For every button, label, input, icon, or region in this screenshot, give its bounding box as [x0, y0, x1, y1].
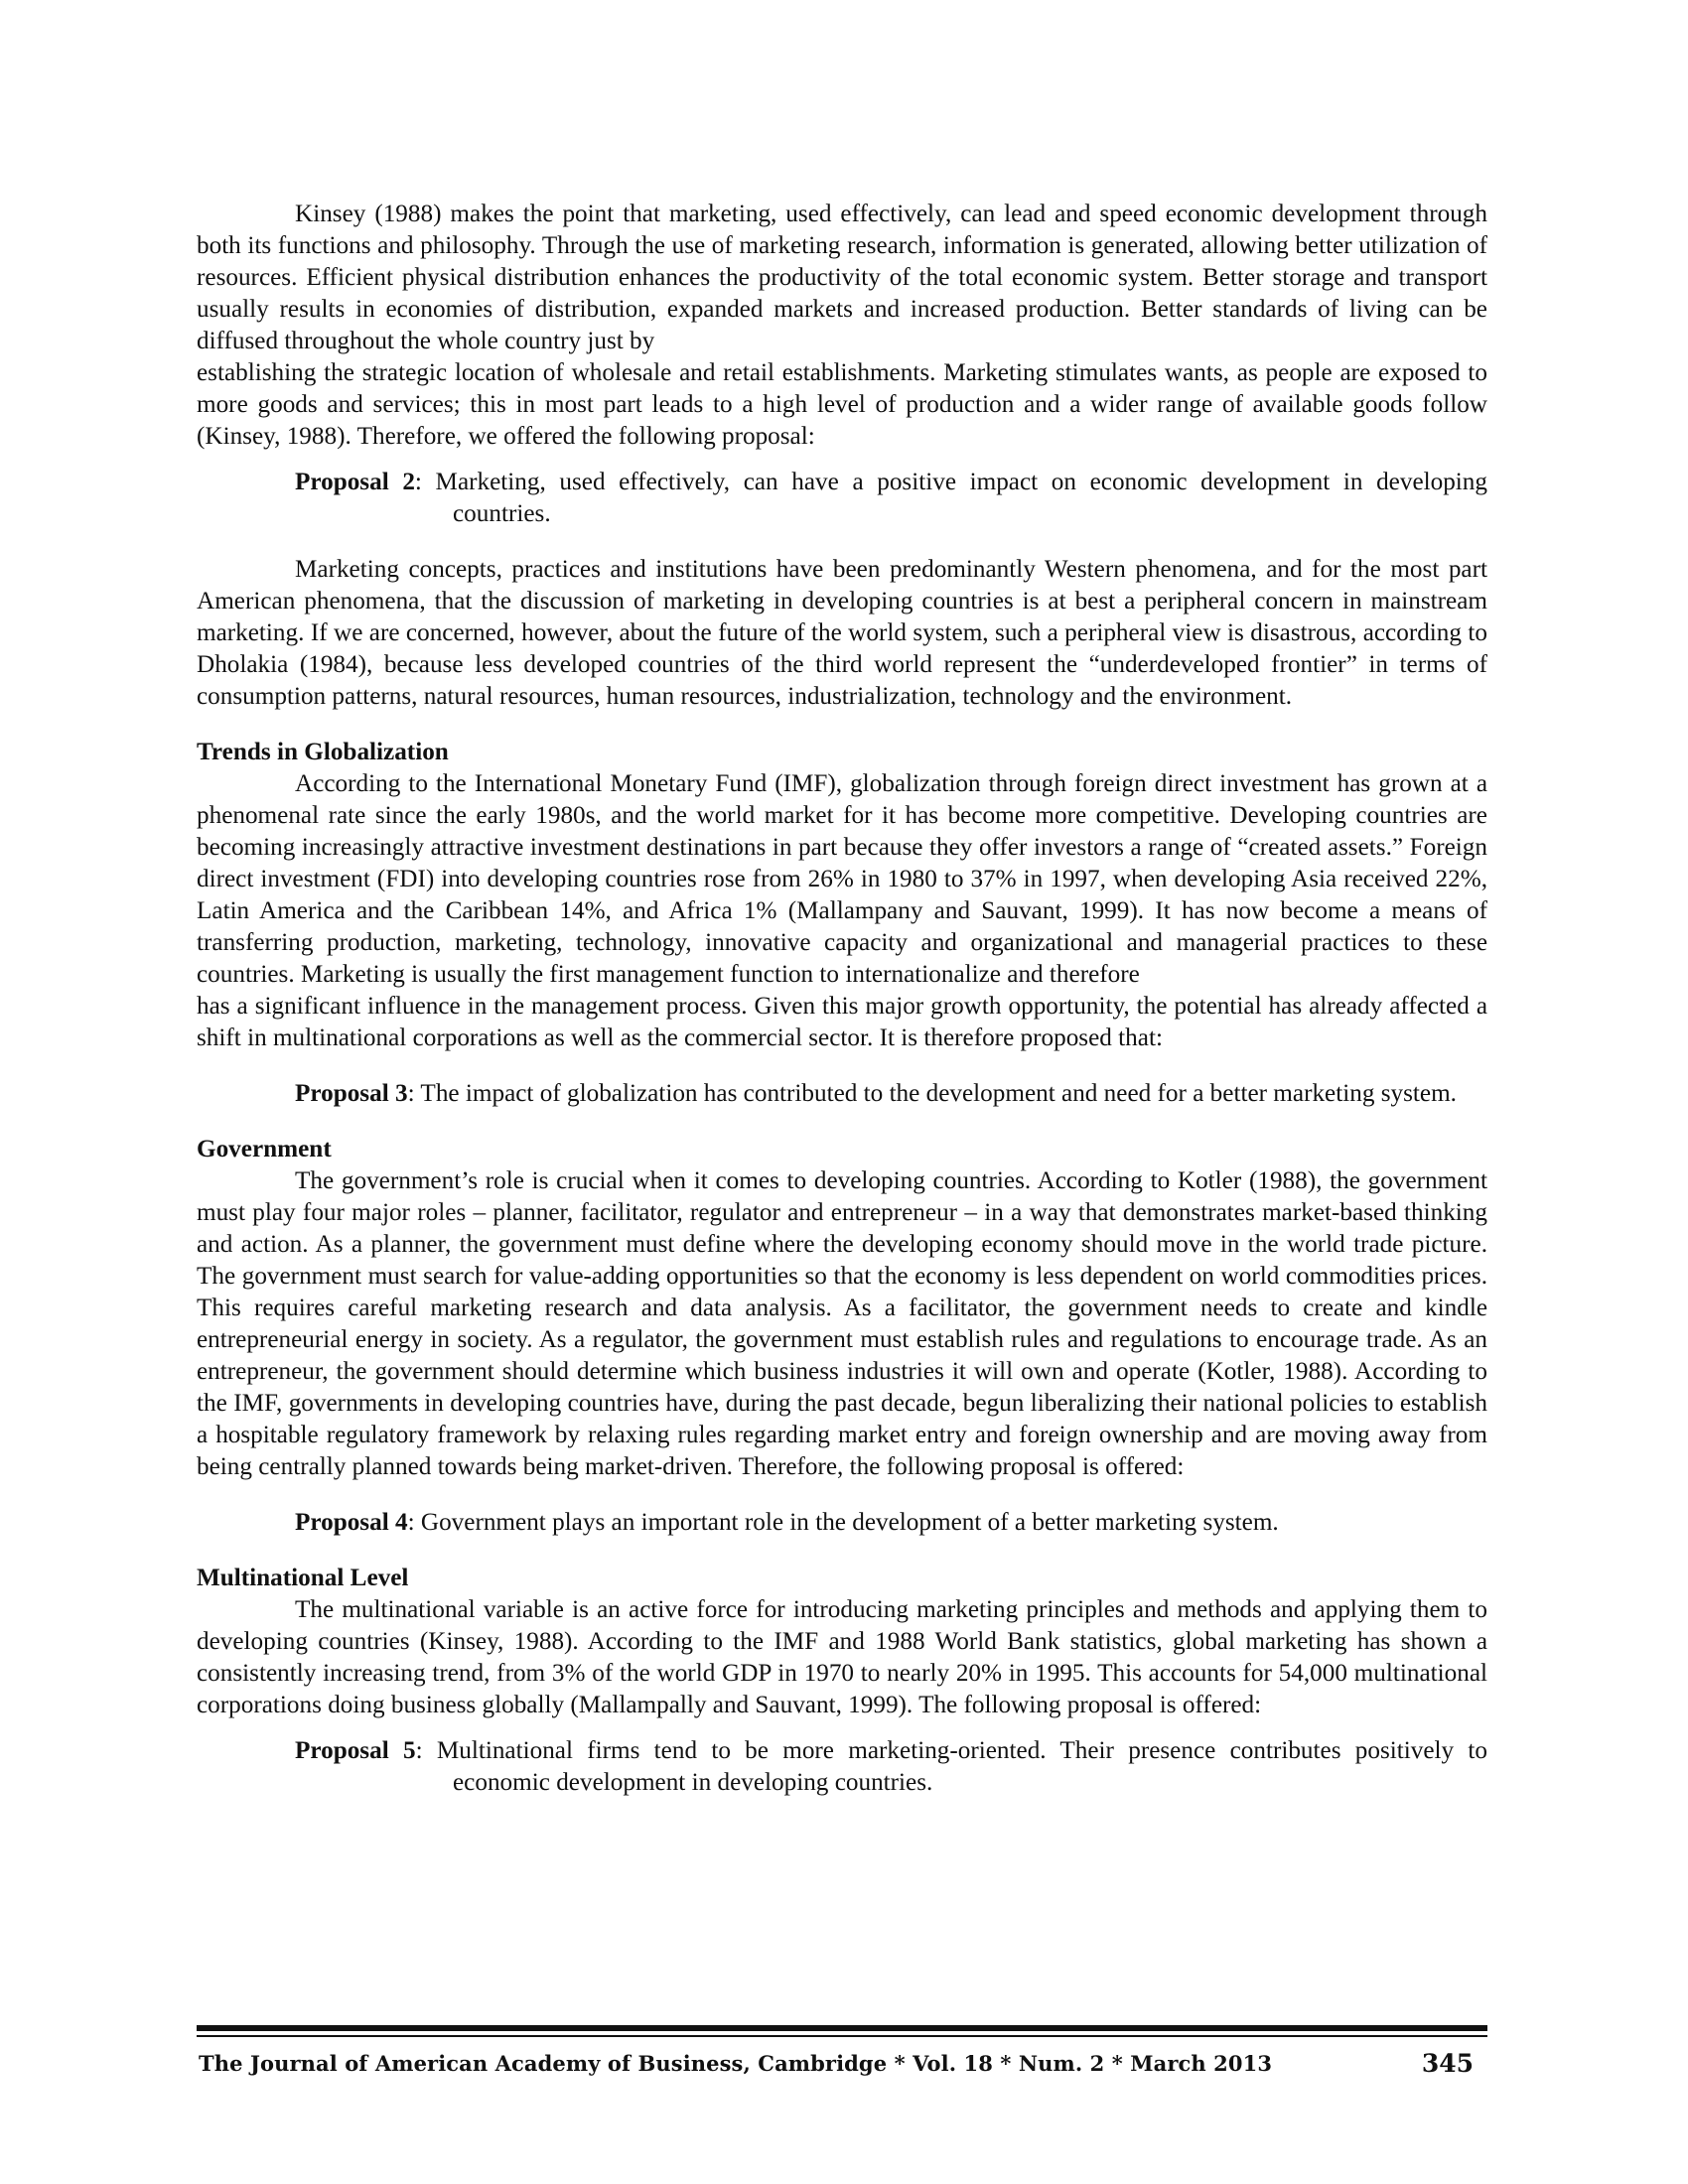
paragraph-government-role: The government’s role is crucial when it comes to developing countries. According to Kotler (1988), the government must play four major roles – planner, facilitator, regulator and entrepreneur – in a way that demonstrates market-based thinking and action. As a planner, the government must define where the developing economy should move in the world trade picture. The government must search for value-adding opportunities so that the economy is less dependent on world commodities prices. This requires careful marketing research and data analysis. As a facilitator, the government needs to create and kindle entrepreneurial energy in society. As a regulator, the government must establish rules and regulations to encourage trade. As an entrepreneur, the government should determine which business industries it will own and operate (Kotler, 1988). According to the IMF, governments in developing countries have, during the past decade, begun liberalizing their national policies to establish a hospitable regulatory framework by relaxing rules regarding market entry and foreign ownership and are moving away from being centrally planned towards being market-driven. Therefore, the following proposal is offered: — [197, 1167, 1487, 1480]
proposal-2-text: : Marketing, used effectively, can have a positive impact on economic development in developing countries. — [414, 469, 1487, 527]
paragraph-imf-globalization: According to the International Monetary Fund (IMF), globalization through foreign direct investment has grown at a phenomenal rate since the early 1980s, and the world market for it has become more competitive. Developing countries are becoming increasingly attractive investment destinations in part because they offer investors a range of “created assets.” Foreign direct investment (FDI) into developing countries rose from 26% in 1980 to 37% in 1997, when developing Asia received 22%, Latin America and the Caribbean 14%, and Africa 1% (Mallampany and Sauvant, 1999). It has now become a means of transferring production, marketing, technology, innovative capacity and organizational and managerial practices to these countries. Marketing is usually the first management function to internationalize and therefore — [197, 770, 1487, 988]
proposal-2 — [295, 467, 1487, 530]
proposal-5-text: : Multinational firms tend to be more marketing-oriented. Their presence contributes positively to economic development in developing countries. — [415, 1737, 1487, 1796]
paragraph-kinsey: Kinsey (1988) makes the point that marketing, used effectively, can lead and speed economic development through both its functions and philosophy. Through the use of marketing research, information is generated, allowing better utilization of resources. Efficient physical distribution enhances the productivity of the total economic system. Better storage and transport usually results in economies of distribution, expanded markets and increased production. Better standards of living can be diffused throughout the whole country just by — [197, 201, 1487, 354]
proposal-4 — [295, 1507, 1487, 1539]
paragraph-western-phenomena: Marketing concepts, practices and institutions have been predominantly Western phenomena, and for the most part American phenomena, that the discussion of marketing in developing countries is at best a peripheral concern in mainstream marketing. If we are concerned, however, about the future of the world system, such a peripheral view is disastrous, according to Dholakia (1984), because less developed countries of the third world represent the “underdeveloped frontier” in terms of consumption patterns, natural resources, human resources, industrialization, technology and the environment. — [197, 556, 1487, 710]
proposal-4-label: Proposal 4 — [295, 1509, 408, 1536]
proposal-2-label: Proposal 2 — [295, 469, 415, 495]
proposal-3-text: : The impact of globalization has contributed to the development and need for a better marketing system. — [407, 1080, 1457, 1107]
footer-journal-citation: The Journal of American Academy of Business, Cambridge * Vol. 18 * Num. 2 * March 2013 — [199, 2051, 1273, 2076]
proposal-5-label: Proposal 5 — [295, 1737, 416, 1764]
footer-rule-thin — [197, 2035, 1487, 2037]
footer-rule-thick — [197, 2025, 1487, 2031]
proposal-5 — [295, 1735, 1487, 1799]
heading-government: Government — [197, 1136, 332, 1162]
proposal-3-label: Proposal 3 — [295, 1080, 408, 1107]
page-footer — [197, 2049, 1487, 2083]
heading-trends-in-globalization: Trends in Globalization — [197, 739, 449, 765]
paragraph-multinational: The multinational variable is an active force for introducing marketing principles and methods and applying them to developing countries (Kinsey, 1988). According to the IMF and 1988 World Bank statistics, global marketing has shown a consistently increasing trend, from 3% of the world GDP in 1970 to nearly 20% in 1995. This accounts for 54,000 multinational corporations doing business globally (Mallampally and Sauvant, 1999). The following proposal is offered: — [197, 1596, 1487, 1718]
proposal-3 — [295, 1078, 1487, 1110]
proposal-4-text: : Government plays an important role in the development of a better marketing system. — [407, 1509, 1279, 1536]
paragraph-kinsey-continued: establishing the strategic location of wholesale and retail establishments. Marketing stimulates wants, as people are exposed to more goods and services; this in most part leads to a high level of production and a wider range of available goods follow (Kinsey, 1988). Therefore, we offered the following proposal: — [197, 359, 1487, 450]
paragraph-imf-globalization-continued: has a significant influence in the management process. Given this major growth opportunity, the potential has already affected a shift in multinational corporations as well as the commercial sector. It is therefore proposed that: — [197, 993, 1487, 1051]
heading-multinational-level: Multinational Level — [197, 1565, 409, 1591]
page-body — [197, 199, 1487, 1799]
page-number: 345 — [1421, 2049, 1474, 2078]
